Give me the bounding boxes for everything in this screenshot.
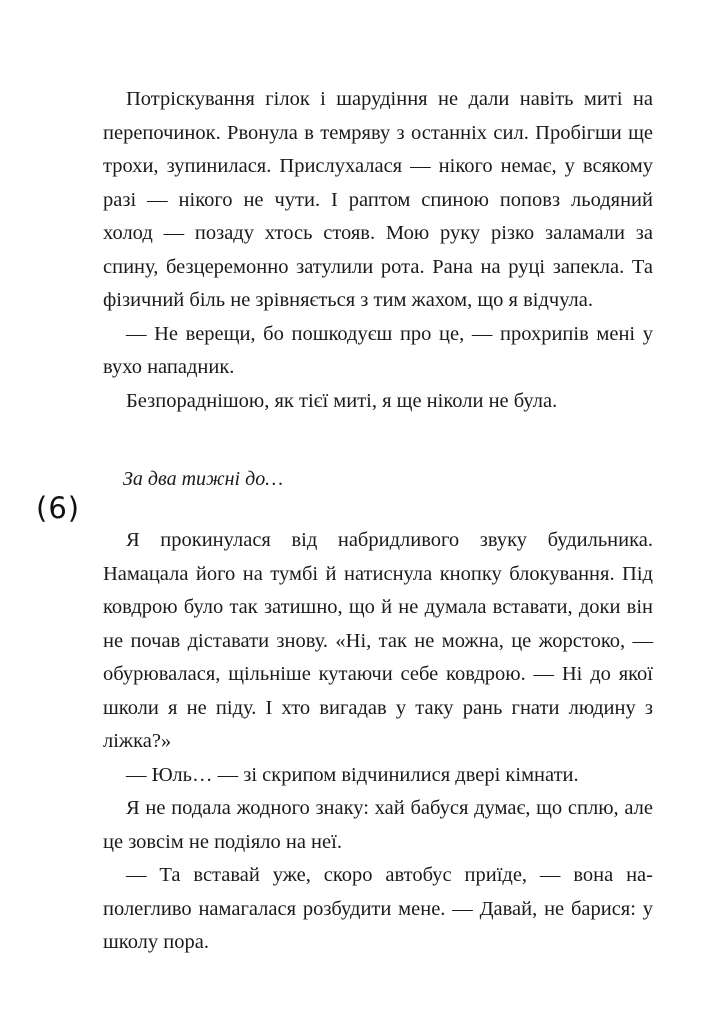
paragraph: — Не верещи, бо пошкодуєш про це, — прохрипів мені у вухо нападник. [103, 322, 653, 378]
paragraph: Потріскування гілок і шарудіння не дали навіть миті на перепочинок. Рвонула в темряву з останніх сил. Пробігши ще трохи, зупинилася. Прислухалася — нікого немає, у всякому разі — нікого не чути. І раптом спиною поповз льодяний холод — позаду хтось стояв. Мою руку різко заламали за спину, безцеремонно затулили рота. Рана на руці запекла. Та фізичний біль не зрівняється з тим жахом, що я відчула. [103, 88, 653, 311]
handwritten-marker: (6) [36, 491, 81, 525]
text-block-second [103, 524, 653, 960]
paragraph: — Та вставай уже, скоро автобус приїде, — вона наполегливо намагалася розбудити мене. — Давай, не барися: у школу пора. [103, 864, 653, 953]
paragraph: Безпораднішою, як тієї миті, я ще ніколи не була. [126, 389, 558, 412]
paragraph: — Юль… — зі скрипом відчинилися двері кімнати. [126, 763, 579, 786]
section-heading: За два тижні до… [123, 468, 283, 490]
paragraph: Я прокинулася від набридливого звуку будильника. Намацала його на тумбі й натиснула кнопку блокування. Під ковдрою було так затишно, що й не думала вставати, доки він не почав діставати знову. «Ні, так не можна, це жорстоко, — обурювалася, щільніше кутаючи себе ковдрою. — Ні до якої школи я не піду. І хто вигадав у таку рань гнати людину з ліжка?» [103, 529, 653, 752]
text-block-first [103, 83, 653, 418]
paragraph: Я не подала жодного знаку: хай бабуся думає, що сплю, але це зовсім не подіяло на неї. [103, 797, 653, 853]
